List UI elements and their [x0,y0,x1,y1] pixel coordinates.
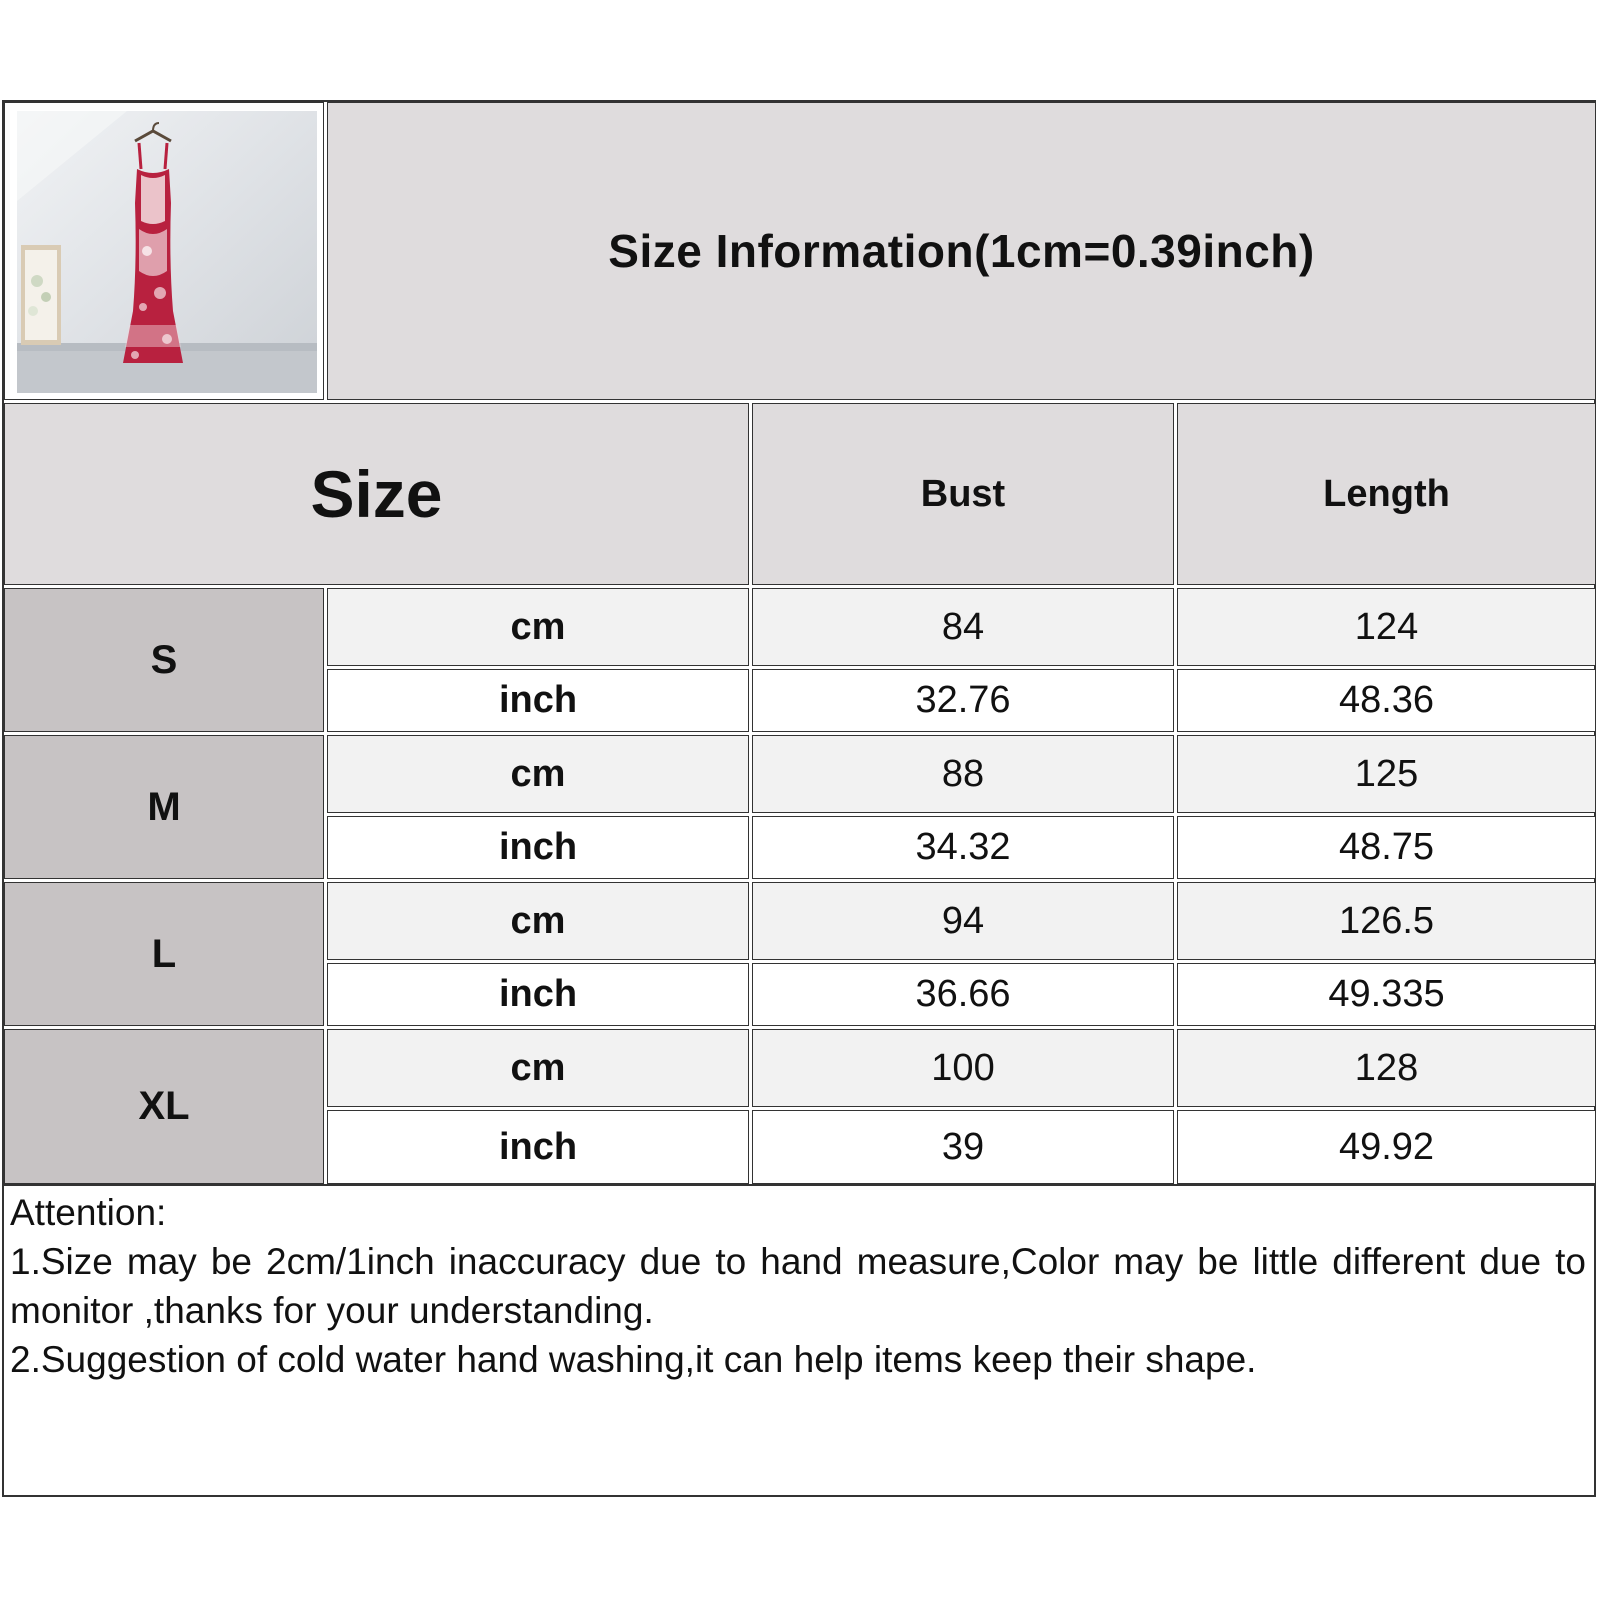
attention-note-2: 2.Suggestion of cold water hand washing,it can help items keep their shape. [10,1339,1257,1380]
column-header-length: Length [1177,403,1596,585]
bust-value: 32.76 [752,669,1174,732]
length-value: 48.75 [1177,816,1596,879]
bust-value: 84 [752,588,1174,666]
unit-label: inch [327,963,749,1026]
bust-value: 100 [752,1029,1174,1107]
bust-value: 39 [752,1110,1174,1184]
bust-value: 36.66 [752,963,1174,1026]
length-value: 49.92 [1177,1110,1596,1184]
unit-label: cm [327,882,749,960]
length-value: 49.335 [1177,963,1596,1026]
length-value: 125 [1177,735,1596,813]
page-title: Size Information(1cm=0.39inch) [608,225,1315,277]
size-label: XL [4,1029,324,1184]
size-label: L [4,882,324,1026]
bust-value: 88 [752,735,1174,813]
unit-label: cm [327,588,749,666]
column-header-bust: Bust [752,403,1174,585]
length-value: 128 [1177,1029,1596,1107]
length-value: 124 [1177,588,1596,666]
bust-value: 34.32 [752,816,1174,879]
unit-label: cm [327,1029,749,1107]
attention-notes [4,1184,1594,1495]
length-value: 48.36 [1177,669,1596,732]
title-cell [327,102,1596,400]
unit-label: inch [327,1110,749,1184]
dress-photo-icon [17,111,317,393]
bust-value: 94 [752,882,1174,960]
size-label: S [4,588,324,732]
product-photo-cell [4,102,324,400]
attention-note-1: 1.Size may be 2cm/1inch inaccuracy due to hand measure,Color may be little different due to monitor ,thanks for your understanding. [10,1241,1586,1331]
length-value: 126.5 [1177,882,1596,960]
attention-heading: Attention: [10,1192,167,1233]
size-chart [2,100,1596,1497]
unit-label: inch [327,669,749,732]
size-label: M [4,735,324,879]
column-header-size: Size [4,403,749,585]
unit-label: cm [327,735,749,813]
unit-label: inch [327,816,749,879]
